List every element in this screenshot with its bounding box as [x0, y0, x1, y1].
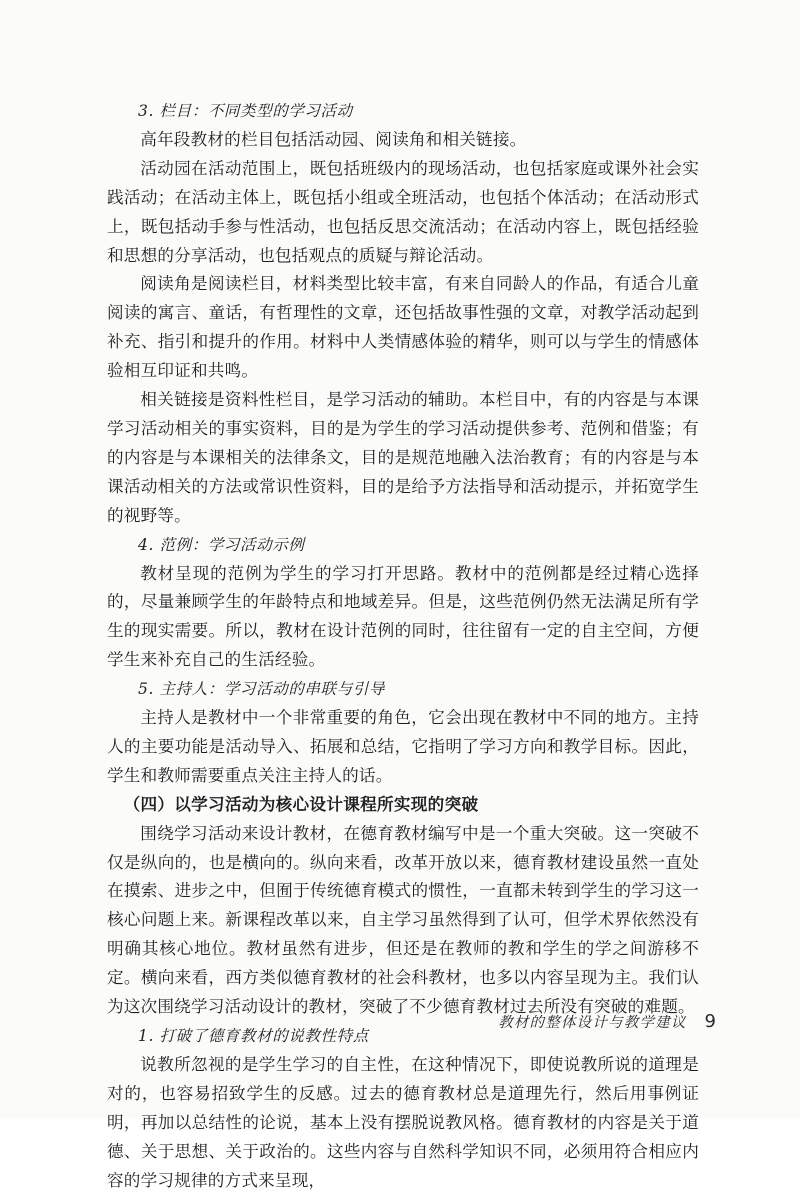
paragraph: 相关链接是资料性栏目，是学习活动的辅助。本栏目中，有的内容是与本课学习活动相关的事实资料，目的是为学生的学习活动提供参考、范例和借鉴；有的内容是与本课相关的法律条文，目的是规范地融入法治教育；有的内容是与本课活动相关的方法或常识性资料，目的是给予方法指导和活动提示，并拓宽学生的视野等。	[107, 390, 699, 525]
page-footer	[498, 1011, 716, 1032]
section-heading: （四）以学习活动为核心设计课程所实现的突破	[123, 794, 479, 814]
subsection-heading-preaching: 1. 打破了德育教材的说教性特点	[138, 1027, 369, 1045]
paragraph: 主持人是教材中一个非常重要的角色，它会出现在教材中不同的地方。主持人的主要功能是活动导入、拓展和总结，它指明了学习方向和教学目标。因此，学生和教师需要重点关注主持人的话。	[107, 708, 699, 785]
subsection-heading-examples: 4. 范例：学习活动示例	[138, 535, 305, 554]
running-footer-title: 教材的整体设计与教学建议	[498, 1015, 687, 1031]
paragraph: 阅读角是阅读栏目，材料类型比较丰富，有来自同龄人的作品，有适合儿童阅读的寓言、童话，有哲理性的文章，还包括故事性强的文章，对教学活动起到补充、指引和提升的作用。材料中人类情感体验的精华，则可以与学生的情感体验相互印证和共鸣。	[107, 274, 699, 381]
paragraph: 教材呈现的范例为学生的学习打开思路。教材中的范例都是经过精心选择的，尽量兼顾学生的年龄特点和地域差异。但是，这些范例仍然无法满足所有学生的现实需要。所以，教材在设计范例的同时，往往留有一定的自主空间，方便学生来补充自己的生活经验。	[107, 563, 699, 670]
subsection-heading-columns: 3. 栏目：不同类型的学习活动	[138, 102, 353, 120]
page-number: 9	[704, 1011, 716, 1032]
paragraph: 围绕学习活动来设计教材，在德育教材编写中是一个重大突破。这一突破不仅是纵向的，也是横向的。纵向来看，改革开放以来，德育教材建设虽然一直处在摸索、进步之中，但囿于传统德育模式的惯性，一直都未转到学生的学习这一核心问题上来。新课程改革以来，自主学习虽然得到了认可，但学术界依然没有明确其核心地位。教材虽然有进步，但还是在教师的教和学生的学之间游移不定。横向来看，西方类似德育教材的社会科教材，也多以内容呈现为主。我们认为这次围绕学习活动设计的教材，突破了不少德育教材过去所没有突破的难题。	[107, 823, 699, 1017]
subsection-heading-host: 5. 主持人：学习活动的串联与引导	[138, 680, 385, 699]
paragraph: 高年段教材的栏目包括活动园、阅读角和相关链接。	[140, 129, 527, 149]
paragraph: 活动园在活动范围上，既包括班级内的现场活动，也包括家庭或课外社会实践活动；在活动主体上，既包括小组或全班活动，也包括个体活动；在活动形式上，既包括动手参与性活动，也包括反思交流活动；在活动内容上，既包括经验和思想的分享活动，也包括观点的质疑与辩论活动。	[107, 158, 699, 265]
paragraph: 说教所忽视的是学生学习的自主性，在这种情况下，即使说教所说的道理是对的，也容易招致学生的反感。过去的德育教材总是道理先行，然后用事例证明，再加以总结性的论说，基本上没有摆脱说教风格。德育教材的内容是关于道德、关于思想、关于政治的。这些内容与自然科学知识不同，必须用符合相应内容的学习规律的方式来呈现，	[107, 1054, 699, 1190]
